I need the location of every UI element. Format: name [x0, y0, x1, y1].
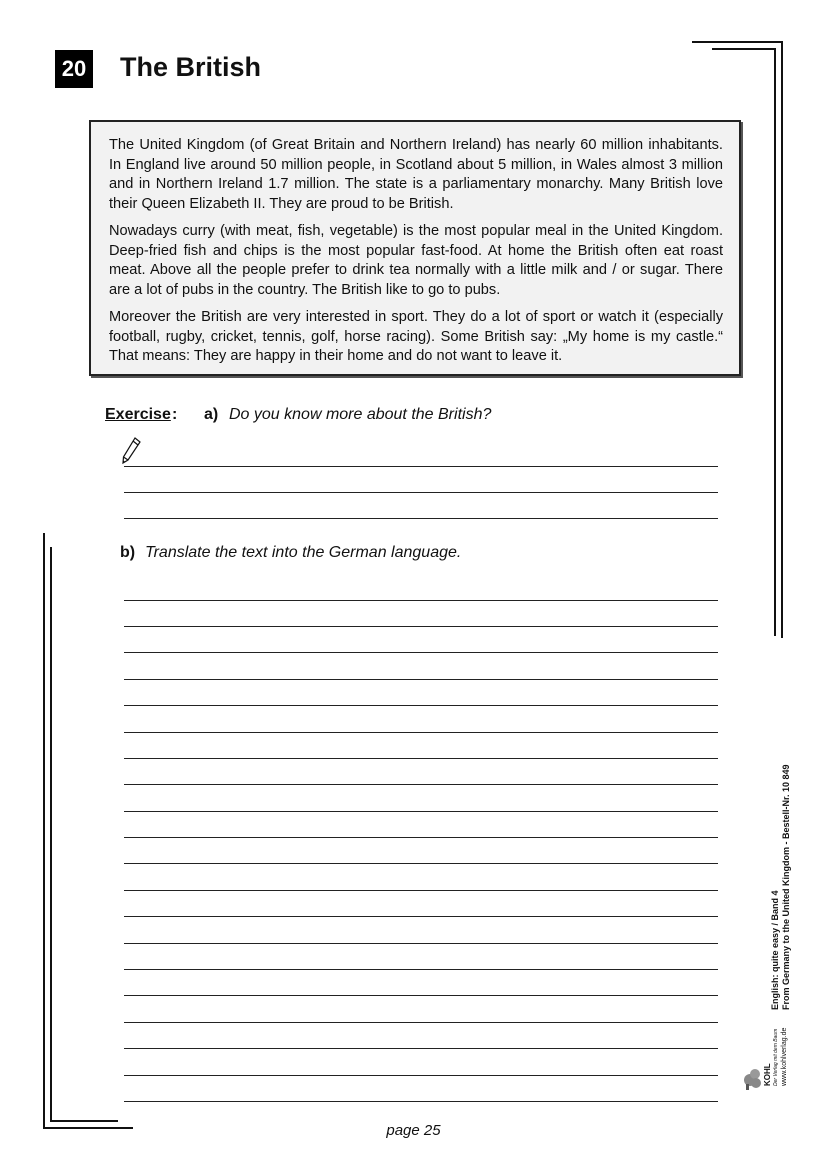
- paragraph-3: Moreover the British are very interested in sport. They do a lot of sport or watch it (especially football, rugby, cricket, tennis, golf, horse racing). Some British say: „My home is my castle.“ That means: They are happy in their home and do not want to leave it.: [109, 309, 723, 364]
- writing-line[interactable]: [124, 784, 718, 785]
- side-publication-info: [770, 764, 792, 1010]
- writing-line[interactable]: [124, 1022, 718, 1023]
- writing-line[interactable]: [124, 518, 718, 519]
- exercise-a-question: Do you know more about the British?: [229, 406, 492, 423]
- writing-line[interactable]: [124, 1101, 718, 1102]
- frame-right-outer: [781, 41, 783, 638]
- paragraph-1: The United Kingdom (of Great Britain and Northern Ireland) has nearly 60 million inhabitants. In England live around 50 million people, in Scotland about 5 million, in Wales almost 3 million and in Northern Ireland 1.7 million. The state is a parliamentary monarchy. Many British love their Queen Elizabeth II. They are proud to be British.: [109, 137, 723, 212]
- writing-line[interactable]: [124, 837, 718, 838]
- writing-line[interactable]: [124, 705, 718, 706]
- side-line-1: English: quite easy / Band 4: [770, 890, 780, 1010]
- frame-top-inner: [712, 48, 776, 50]
- writing-line[interactable]: [124, 916, 718, 917]
- chapter-number-badge: 20: [55, 50, 93, 88]
- page-title: The British: [120, 52, 262, 82]
- writing-line[interactable]: [124, 995, 718, 996]
- writing-line[interactable]: [124, 943, 718, 944]
- frame-top-outer: [692, 41, 783, 43]
- publisher-url[interactable]: www.kohlverlag.de: [781, 1027, 788, 1086]
- writing-line[interactable]: [124, 466, 718, 467]
- exercise-b-letter: b): [120, 544, 136, 561]
- writing-line[interactable]: [124, 1075, 718, 1076]
- exercise-label: Exercise: [105, 406, 171, 423]
- page-number: page 25: [386, 1122, 441, 1139]
- writing-line[interactable]: [124, 969, 718, 970]
- writing-line[interactable]: [124, 758, 718, 759]
- exercise-a-letter: a): [204, 406, 219, 423]
- writing-line[interactable]: [124, 1048, 718, 1049]
- frame-left-inner: [50, 547, 52, 1122]
- writing-line[interactable]: [124, 732, 718, 733]
- writing-line[interactable]: [124, 811, 718, 812]
- writing-line[interactable]: [124, 652, 718, 653]
- exercise-b-task: Translate the text into the German language.: [145, 544, 462, 561]
- writing-line[interactable]: [124, 679, 718, 680]
- side-line-2: From Germany to the United Kingdom - Bestell-Nr. 10 849: [781, 764, 791, 1010]
- writing-line[interactable]: [124, 890, 718, 891]
- publisher-tagline: Der Verlag mit dem Baum: [773, 1028, 779, 1086]
- reading-text-box: [89, 120, 741, 376]
- writing-line[interactable]: [124, 863, 718, 864]
- paragraph-2: Nowadays curry (with meat, fish, vegetable) is the most popular meal in the United Kingdom. Deep-fried fish and chips is the most popular fast-food. At home the British often eat roast meat. Above all the people prefer to drink tea normally with a little milk and / or sugar. There are a lot of pubs in the country. The British like to go to pubs.: [109, 223, 723, 298]
- publisher-name: KOHL: [763, 1063, 772, 1086]
- frame-right-inner: [774, 48, 776, 636]
- writing-line[interactable]: [124, 600, 718, 601]
- frame-left-outer: [43, 533, 45, 1129]
- writing-line[interactable]: [124, 626, 718, 627]
- exercise-colon: :: [172, 406, 178, 423]
- writing-line[interactable]: [124, 492, 718, 493]
